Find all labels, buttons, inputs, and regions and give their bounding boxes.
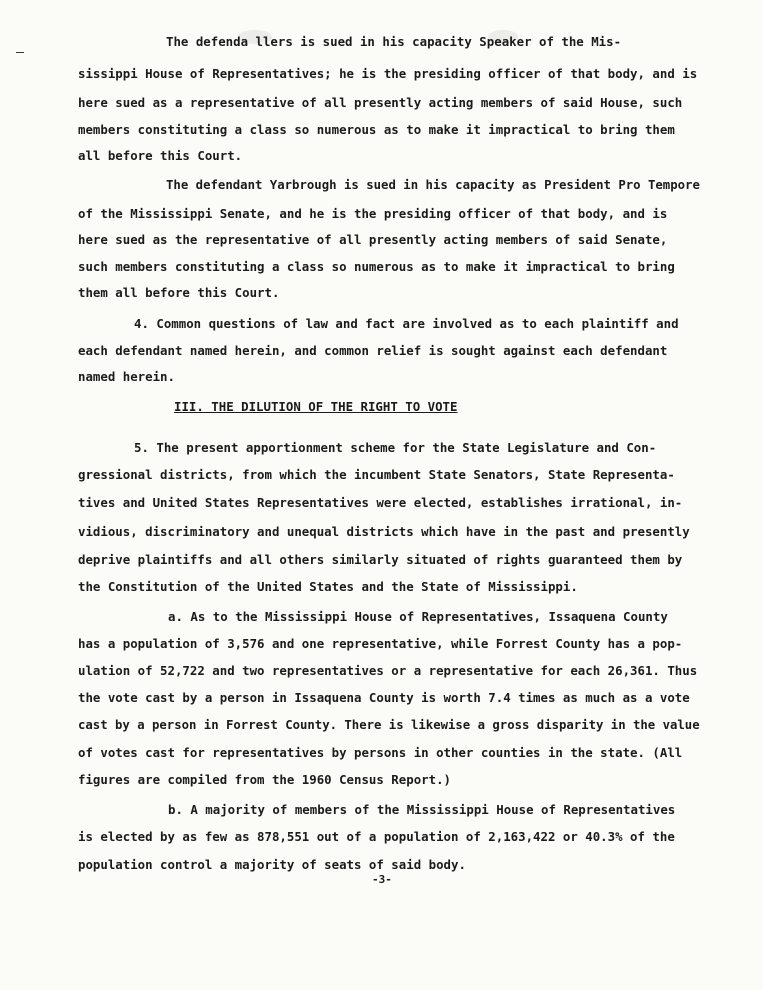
text-line: deprive plaintiffs and all others similarly situated of rights guaranteed them by — [78, 552, 683, 567]
section-heading: III. THE DILUTION OF THE RIGHT TO VOTE — [174, 399, 458, 414]
text-line: b. A majority of members of the Mississippi House of Representatives — [168, 802, 676, 817]
text-line: all before this Court. — [78, 148, 243, 163]
text-line: each defendant named herein, and common relief is sought against each defendant — [78, 343, 668, 358]
text-line: The defendant Yarbrough is sued in his capacity as President Pro Tempore — [166, 177, 700, 192]
text-line: such members constituting a class so numerous as to make it impractical to bring — [78, 259, 675, 274]
text-line: tives and United States Representatives were elected, establishes irrational, in- — [78, 495, 683, 510]
text-line: 5. The present apportionment scheme for the State Legislature and Con- — [134, 440, 657, 455]
text-line: figures are compiled from the 1960 Census Report.) — [78, 772, 451, 787]
text-line: here sued as a representative of all presently acting members of said House, such — [78, 95, 683, 110]
text-line: is elected by as few as 878,551 out of a population of 2,163,422 or 40.3% of the — [78, 829, 675, 844]
text-line: of the Mississippi Senate, and he is the presiding officer of that body, and is — [78, 206, 668, 221]
text-line: 4. Common questions of law and fact are involved as to each plaintiff and — [134, 316, 679, 331]
text-line: cast by a person in Forrest County. There is likewise a gross disparity in the value — [78, 717, 700, 732]
text-line: named herein. — [78, 369, 175, 384]
page-number: -3- — [372, 873, 392, 886]
margin-mark — [16, 52, 24, 53]
text-line: the vote cast by a person in Issaquena County is worth 7.4 times as much as a vote — [78, 690, 690, 705]
text-line: of votes cast for representatives by persons in other counties in the state. (All — [78, 745, 683, 760]
text-line: gressional districts, from which the incumbent State Senators, State Representa- — [78, 467, 675, 482]
text-line: ulation of 52,722 and two representatives or a representative for each 26,361. Thus — [78, 663, 698, 678]
text-line: here sued as the representative of all presently acting members of said Senate, — [78, 232, 668, 247]
text-line: The defenda llers is sued in his capacity Speaker of the Mis- — [166, 34, 622, 49]
text-line: members constituting a class so numerous as to make it impractical to bring them — [78, 122, 675, 137]
text-line: vidious, discriminatory and unequal districts which have in the past and presently — [78, 524, 690, 539]
text-line: a. As to the Mississippi House of Representatives, Issaquena County — [168, 609, 668, 624]
text-line: them all before this Court. — [78, 285, 280, 300]
text-line: has a population of 3,576 and one representative, while Forrest County has a pop- — [78, 636, 683, 651]
text-line: sissippi House of Representatives; he is the presiding officer of that body, and is — [78, 66, 698, 81]
text-line: the Constitution of the United States and the State of Mississippi. — [78, 579, 578, 594]
text-line: population control a majority of seats of said body. — [78, 857, 466, 872]
